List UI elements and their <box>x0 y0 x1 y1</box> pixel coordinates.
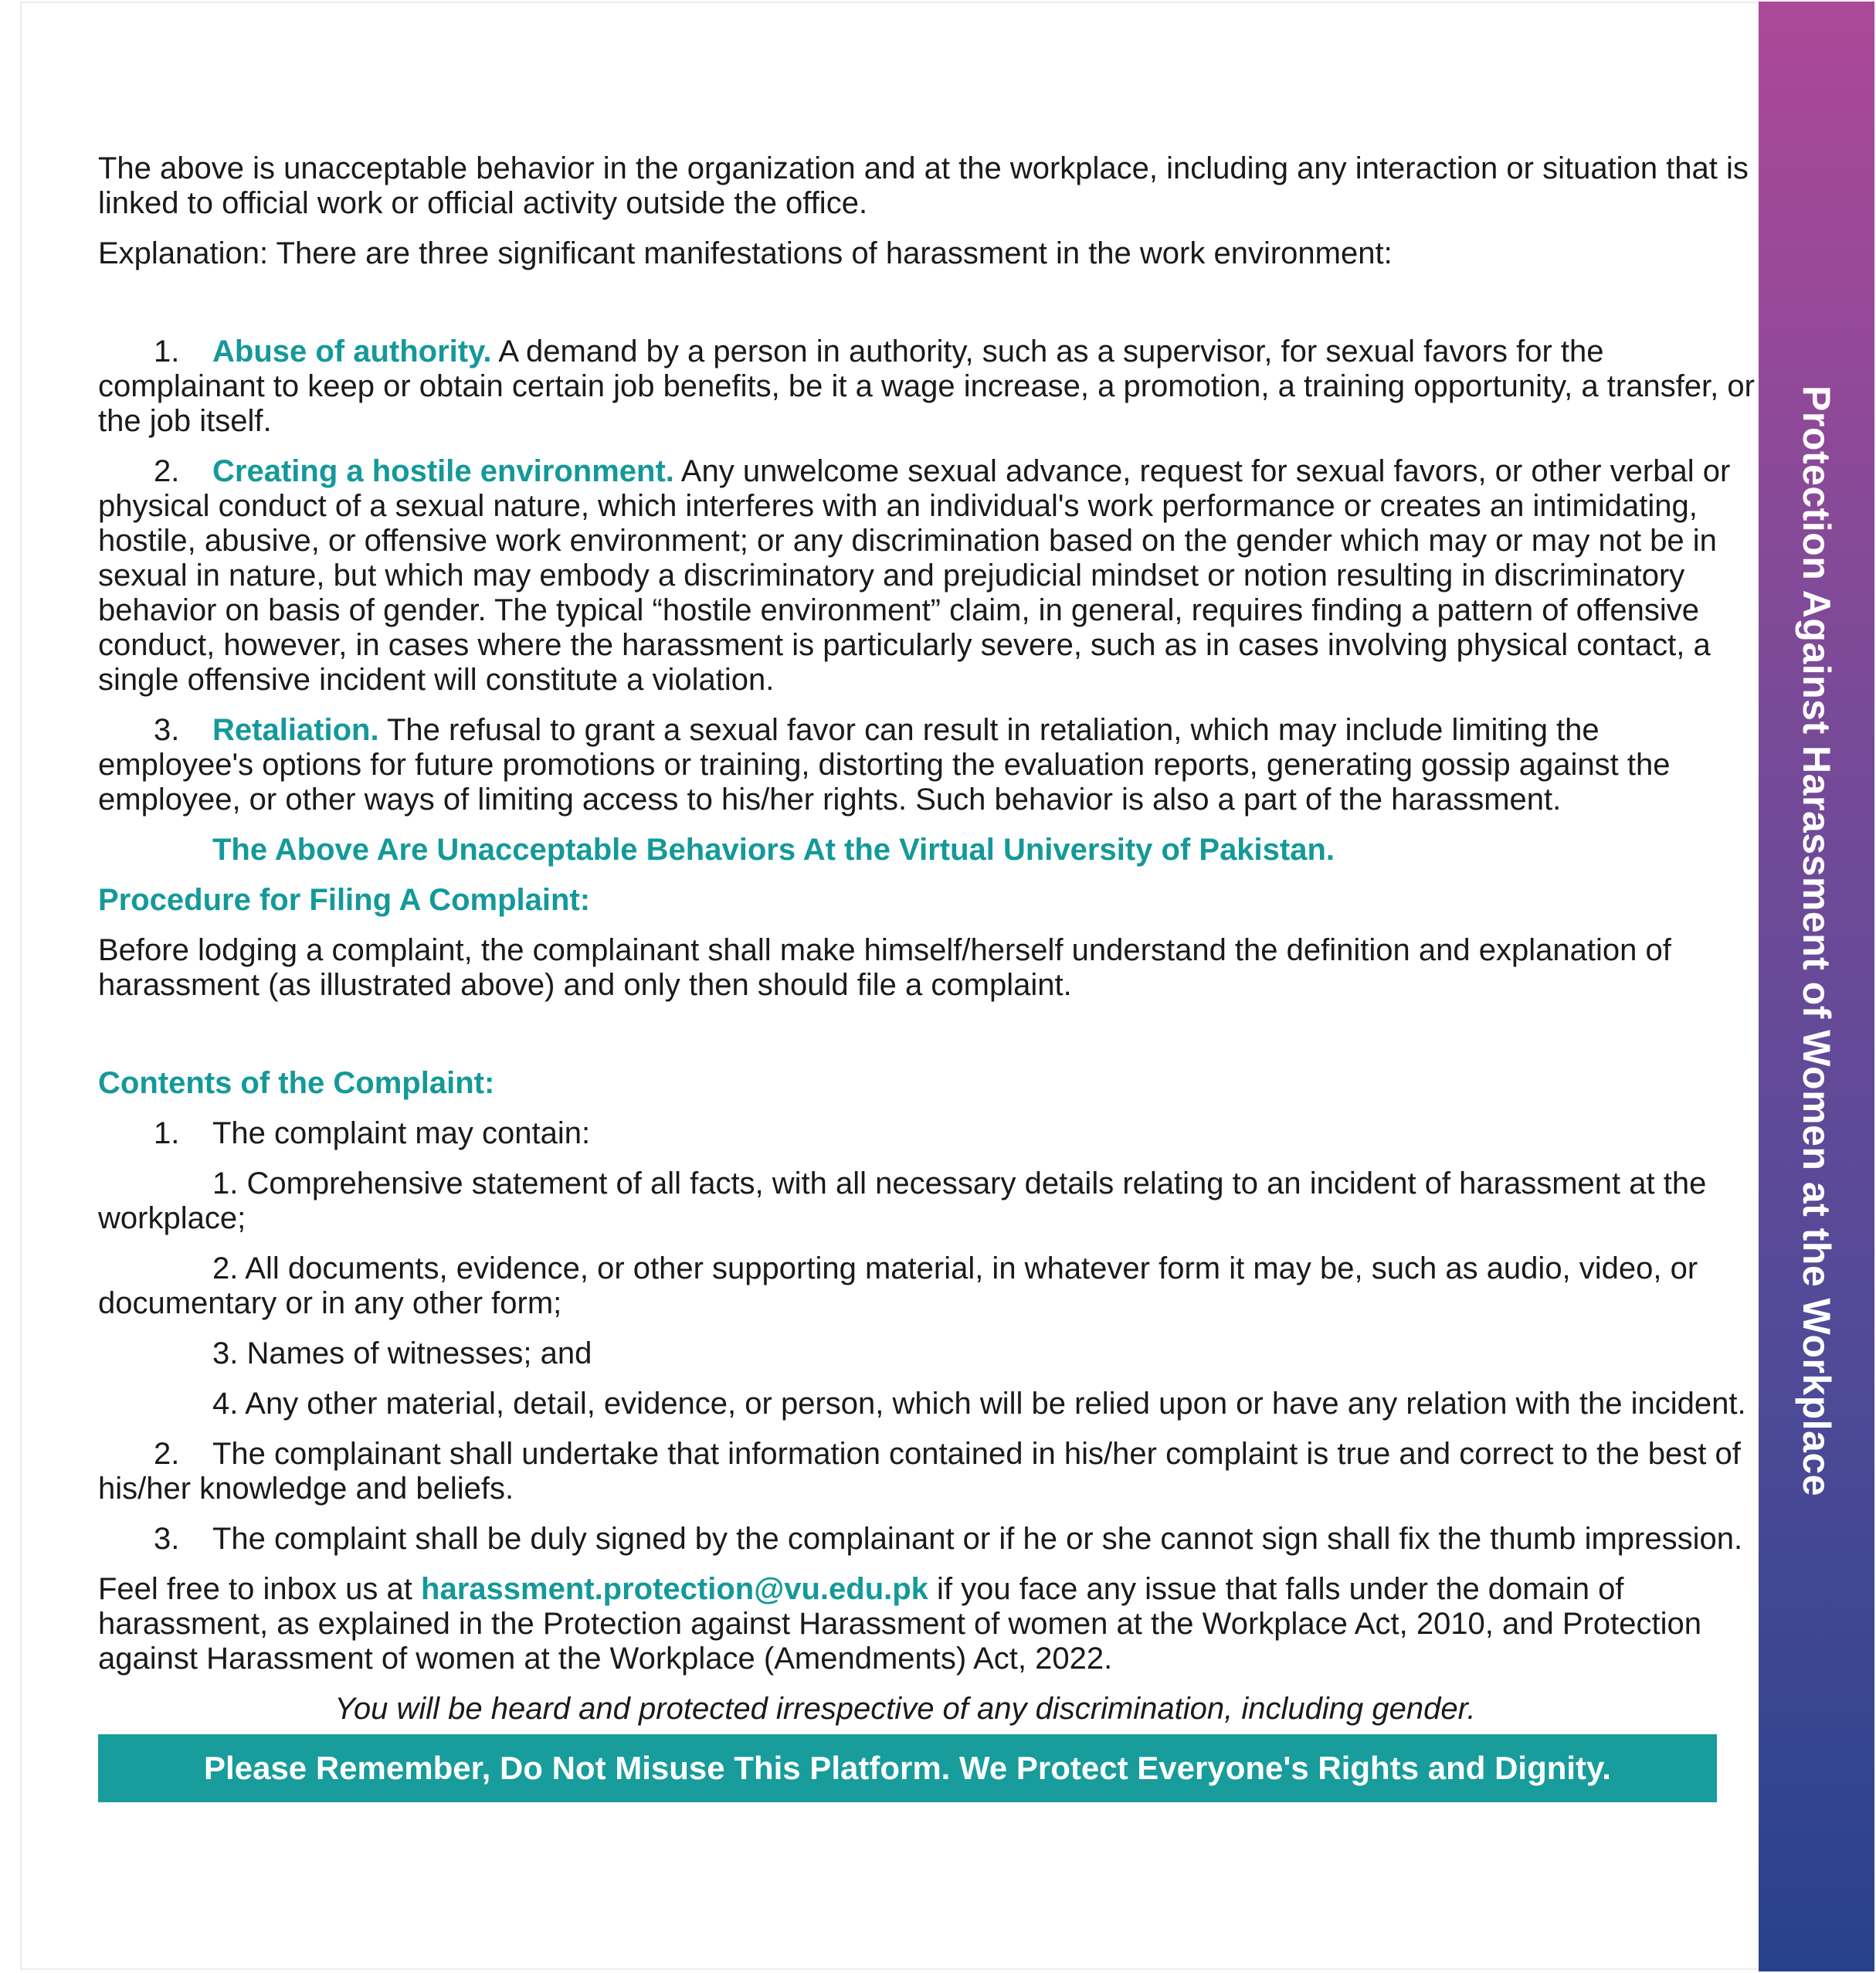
unacceptable-heading: The Above Are Unacceptable Behaviors At the Virtual University of Pakistan. <box>212 833 1335 867</box>
item-text: A demand by a person in authority, such as a supervisor, for sexual favors for the complainant to keep or obtain certain job benefits, be it a wage increase, a promotion, a training opportunity, a transfer, or the job itself. <box>98 334 1755 438</box>
explanation-paragraph: Explanation: There are three significant manifestations of harassment in the work environment: <box>98 236 1393 270</box>
item-number: 1. <box>154 334 180 368</box>
intro-paragraph: The above is unacceptable behavior in the organization and at the workplace, including any interaction or situation that is linked to official work or official activity outside the office. <box>98 151 1749 220</box>
contact-prefix: Feel free to inbox us at <box>98 1572 422 1606</box>
contents-subitem: 3. Names of witnesses; and <box>212 1336 592 1370</box>
manifestation-item <box>98 454 1759 698</box>
item-number: 2. <box>154 1437 180 1471</box>
item-number: 3. <box>154 1522 180 1556</box>
contact-suffix: if you face any issue that falls under the domain of harassment, as explained in the Protection against Harassment of women at the Workplace Act, 2010, and Protection against Harassment of women at the Workplace (Amendments) Act, 2022. <box>98 1572 1701 1676</box>
item-text: The complainant shall undertake that information contained in his/her complaint is true and correct to the best of his/her knowledge and beliefs. <box>98 1437 1741 1506</box>
sidebar <box>1759 2 1874 1971</box>
item-text: The complaint may contain: <box>212 1116 591 1150</box>
contents-subitem: 1. Comprehensive statement of all facts, with all necessary details relating to an incident of harassment at the workplace; <box>98 1166 1707 1235</box>
reminder-banner: Please Remember, Do Not Misuse This Platform. We Protect Everyone's Rights and Dignity. <box>98 1734 1717 1802</box>
contact-paragraph <box>98 1572 1759 1676</box>
item-title: Creating a hostile environment. <box>212 454 674 488</box>
item-title: Abuse of authority. <box>212 334 492 368</box>
contents-item <box>98 1116 1759 1151</box>
procedure-text: Before lodging a complaint, the complainant shall make himself/herself understand the definition and explanation of harassment (as illustrated above) and only then should file a complaint. <box>98 933 1671 1002</box>
contents-heading: Contents of the Complaint: <box>98 1066 495 1100</box>
contents-subitem: 2. All documents, evidence, or other supporting material, in whatever form it may be, such as audio, video, or documentary or in any other form; <box>98 1251 1698 1320</box>
item-text: The refusal to grant a sexual favor can result in retaliation, which may include limiting the employee's options for future promotions or training, distorting the evaluation reports, generating gossip against the employee, or other ways of limiting access to his/her rights. Such behavior is also a part of the harassment. <box>98 713 1671 817</box>
item-text: The complaint shall be duly signed by the complainant or if he or she cannot sign shall fix the thumb impression. <box>212 1522 1743 1556</box>
item-title: Retaliation. <box>212 713 379 747</box>
document-body <box>98 151 1759 1802</box>
manifestation-item <box>98 334 1759 439</box>
procedure-heading: Procedure for Filing A Complaint: <box>98 883 591 917</box>
item-text: Any unwelcome sexual advance, request for sexual favors, or other verbal or physical conduct of a sexual nature, which interferes with an individual's work performance or creates an intimidating, hostile, abusive, or offensive work environment; or any discrimination based on the gender which may or may not be in sexual in nature, but which may embody a discriminatory and prejudicial mindset or notion resulting in discriminatory behavior on basis of gender. The typical “hostile environment” claim, in general, requires finding a pattern of offensive conduct, however, in cases where the harassment is particularly severe, such as in cases involving physical contact, a single offensive incident will constitute a violation. <box>98 454 1731 697</box>
sidebar-title: Protection Against Harassment of Women at the Workplace <box>1795 385 1838 1496</box>
contents-item <box>98 1522 1759 1557</box>
item-number: 3. <box>154 713 180 747</box>
email-link[interactable]: harassment.protection@vu.edu.pk <box>421 1572 928 1606</box>
manifestation-item <box>98 713 1759 817</box>
contents-item <box>98 1437 1759 1506</box>
item-number: 1. <box>154 1116 180 1150</box>
tagline: You will be heard and protected irrespective of any discrimination, including gender. <box>334 1692 1476 1726</box>
contents-subitem: 4. Any other material, detail, evidence, or person, which will be relied upon or have any relation with the incident. <box>212 1387 1746 1421</box>
item-number: 2. <box>154 454 180 488</box>
